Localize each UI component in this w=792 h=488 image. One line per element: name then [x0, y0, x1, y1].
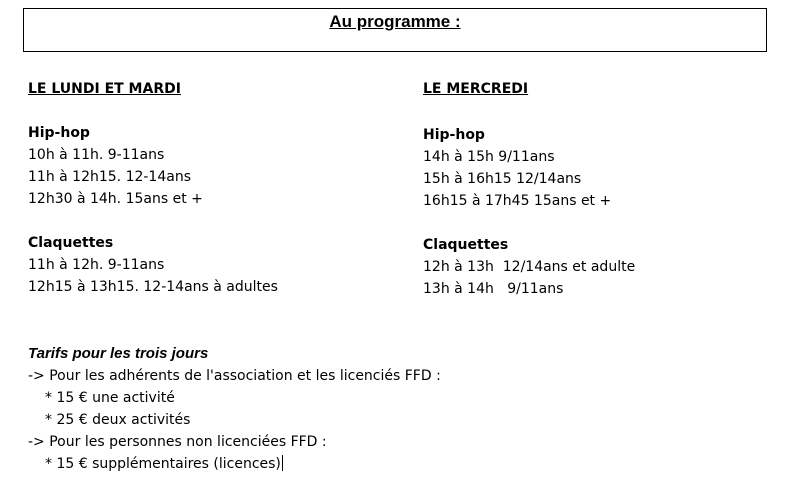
pricing-title: Tarifs pour les trois jours [28, 345, 209, 362]
title-box [23, 8, 767, 52]
day-heading: LE LUNDI ET MARDI [28, 81, 181, 97]
schedule-item: 16h15 à 17h45 15ans et + [423, 193, 612, 209]
schedule-item: 10h à 11h. 9-11ans [28, 147, 165, 163]
pricing-line: -> Pour les personnes non licenciées FFD : [28, 434, 327, 450]
pricing-line: -> Pour les adhérents de l'association et les licenciés FFD : [28, 368, 441, 384]
schedule-monday-tuesday [28, 78, 278, 298]
pricing-line: * 25 € deux activités [45, 412, 191, 428]
activity-label: Claquettes [28, 235, 114, 251]
activity-label: Hip-hop [423, 127, 485, 143]
schedule-item: 12h30 à 14h. 15ans et + [28, 191, 203, 207]
day-heading: LE MERCREDI [423, 81, 529, 97]
page-title: Au programme : [329, 12, 461, 31]
activity-label: Hip-hop [28, 125, 90, 141]
activity-label: Claquettes [423, 237, 509, 253]
schedule-item: 12h15 à 13h15. 12-14ans à adultes [28, 279, 278, 295]
pricing-line: * 15 € une activité [45, 390, 175, 406]
pricing-line-last[interactable] [28, 453, 441, 475]
pricing-section [28, 343, 441, 475]
schedule-item: 12h à 13h 12/14ans et adulte [423, 259, 636, 275]
schedule-item: 14h à 15h 9/11ans [423, 149, 555, 165]
text-cursor [282, 455, 283, 471]
schedule-item: 13h à 14h 9/11ans [423, 281, 564, 297]
pricing-line-text: * 15 € supplémentaires (licences) [45, 456, 281, 472]
schedule-item: 15h à 16h15 12/14ans [423, 171, 582, 187]
schedule-wednesday [423, 78, 635, 300]
schedule-item: 11h à 12h15. 12-14ans [28, 169, 191, 185]
schedule-item: 11h à 12h. 9-11ans [28, 257, 165, 273]
